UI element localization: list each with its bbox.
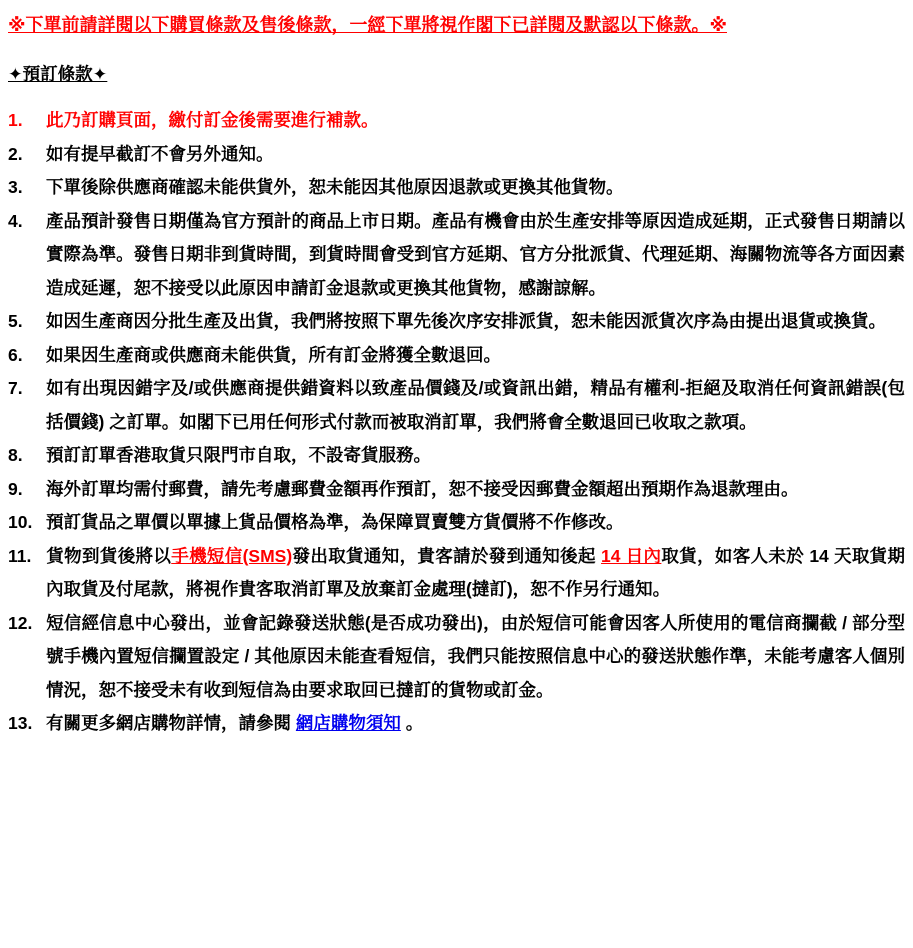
term-item xyxy=(8,339,905,373)
term-text: 發出取貨通知，貴客請於發到通知後起 xyxy=(292,545,602,566)
term-text: 手機短信(SMS) xyxy=(171,545,293,566)
term-text: 預訂貨品之單價以單據上貨品價格為準，為保障買賣雙方貨價將不作修改。 xyxy=(46,512,624,532)
term-text: 如因生產商因分批生產及出貨，我們將按照下單先後次序安排派貨，恕未能因派貨次序為由提出退貨或換貨。 xyxy=(46,311,886,331)
header-notice: ※下單前請詳閱以下購買條款及售後條款，一經下單將視作閣下已詳閱及默認以下條款。※ xyxy=(8,15,727,35)
term-text: 下單後除供應商確認未能供貨外，恕未能因其他原因退款或更換其他貨物。 xyxy=(46,177,624,197)
term-number: 13. xyxy=(8,713,33,733)
terms-page xyxy=(8,12,905,741)
term-number: 6. xyxy=(8,344,23,365)
term-number: 12. xyxy=(8,612,33,633)
term-item xyxy=(8,540,905,607)
term-text: 取貨，如客人未於 14 天取貨期內取貨及付尾款，將視作貴客取消訂單及放棄訂金處理(撻訂)，恕不作另行通知。 xyxy=(46,545,906,599)
term-item xyxy=(8,205,905,306)
term-text: 如有出現因錯字及/或供應商提供錯資料以致產品價錢及/或資訊出錯，精品有權利-拒絕及取消任何資訊錯誤(包括價錢) 之訂單。如閣下已用任何形式付款而被取消訂單，我們將會全數退回已收取之款項。 xyxy=(46,378,905,432)
term-number: 5. xyxy=(8,311,23,331)
term-number: 7. xyxy=(8,378,23,398)
term-item xyxy=(8,707,905,741)
term-number: 4. xyxy=(8,210,23,231)
term-text: 。 xyxy=(400,713,424,733)
term-text: 此乃訂購頁面，繳付訂金後需要進行補款。 xyxy=(46,110,379,130)
term-text: 如果因生產商或供應商未能供貨，所有訂金將獲全數退回。 xyxy=(46,344,501,365)
term-number: 9. xyxy=(8,478,23,499)
term-number: 3. xyxy=(8,177,23,197)
term-item xyxy=(8,305,905,339)
term-text: 14 日內 xyxy=(601,545,662,566)
term-item xyxy=(8,138,905,172)
terms-list xyxy=(8,104,905,741)
term-item xyxy=(8,439,905,473)
term-number: 8. xyxy=(8,445,23,465)
term-item xyxy=(8,473,905,507)
term-number: 1. xyxy=(8,110,23,130)
shop-guide-link[interactable]: 網店購物須知 xyxy=(295,713,401,733)
term-item xyxy=(8,607,905,708)
term-text: 貨物到貨後將以 xyxy=(46,545,172,566)
term-text: 產品預計發售日期僅為官方預計的商品上市日期。產品有機會由於生產安排等原因造成延期，正式發售日期請以實際為準。發售日期非到貨時間，到貨時間會受到官方延期、官方分批派貨、代理延期、海關物流等各方面因素造成延遲，恕不接受以此原因申請訂金退款或更換其他貨物，感謝諒解。 xyxy=(46,210,905,298)
term-number: 2. xyxy=(8,143,23,164)
term-text: 預訂訂單香港取貨只限門市自取，不設寄貨服務。 xyxy=(46,445,431,465)
term-item xyxy=(8,506,905,540)
term-text: 如有提早截訂不會另外通知。 xyxy=(46,143,274,164)
term-text: 有關更多網店購物詳情，請參閱 xyxy=(46,713,296,733)
term-item xyxy=(8,104,905,138)
term-number: 11. xyxy=(8,545,32,566)
term-text: 短信經信息中心發出，並會記錄發送狀態(是否成功發出)，由於短信可能會因客人所使用的電信商攔截 / 部分型號手機內置短信攔置設定 / 其他原因未能查看短信，我們只能按照信息中心的發送狀態作準，未能考慮客人個別情況，恕不接受未有收到短信為由要求取回已撻訂的貨物或訂金。 xyxy=(46,612,905,700)
term-number: 10. xyxy=(8,512,33,532)
term-text: 海外訂單均需付郵費，請先考慮郵費金額再作預訂，恕不接受因郵費金額超出預期作為退款理由。 xyxy=(46,478,799,499)
section-title: ✦預訂條款✦ xyxy=(8,64,108,84)
term-item xyxy=(8,372,905,439)
term-item xyxy=(8,171,905,205)
